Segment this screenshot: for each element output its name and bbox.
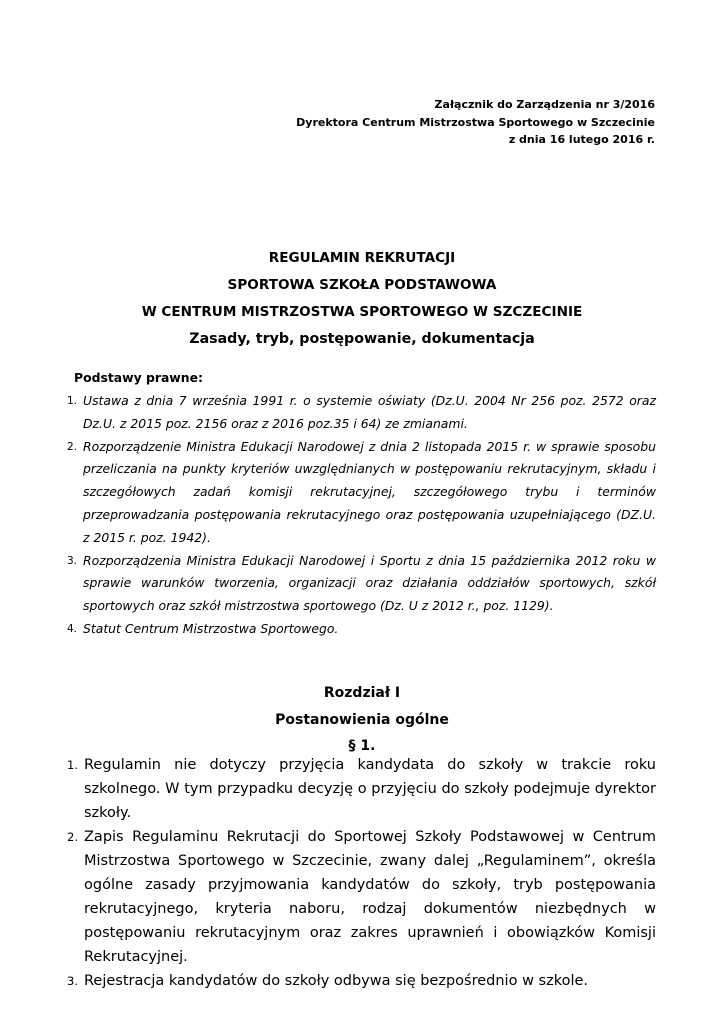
item-number: 3. xyxy=(67,974,78,988)
annex-note xyxy=(296,96,655,149)
item-text: Statut Centrum Mistrzostwa Sportowego. xyxy=(83,620,339,636)
chapter-name: Postanowienia ogólne xyxy=(275,711,449,728)
item-number: 2. xyxy=(67,440,78,453)
item-text: Zapis Regulaminu Rekrutacji do Sportowej Szkoły Podstawowej w Centrum Mistrzostwa Sportowego w Szczecinie, zwany dalej „Regulaminem”, określa ogólne zasady przyjmowania kandydatów do szkoły, tryb postępowania rekrutacyjnego, kryteria naboru, rodzaj dokumentów niezbędnych w postępowaniu rekrutacyjnym oraz zakres uprawnień i obowiązków Komisji Rekrutacyjnej. xyxy=(84,829,656,965)
title-line-3: W CENTRUM MISTRZOSTWA SPORTOWEGO W SZCZECINIE xyxy=(141,304,583,320)
legal-basis-heading: Podstawy prawne: xyxy=(74,370,203,385)
chapter-number: Rozdział I xyxy=(323,685,401,701)
item-number: 2. xyxy=(67,830,78,844)
item-number: 1. xyxy=(67,395,78,407)
item-number: 3. xyxy=(67,554,78,567)
chapter-heading xyxy=(0,680,724,760)
item-number: 1. xyxy=(67,758,78,772)
rule-item xyxy=(67,969,656,993)
legal-basis-item xyxy=(67,618,656,641)
item-text: Ustawa z dnia 7 września 1991 r. o systemie oświaty (Dz.U. 2004 Nr 256 poz. 2572 oraz Dz.U. z 2015 poz. 2156 oraz z 2016 poz.35 i 64) ze zmianami. xyxy=(83,393,656,431)
annex-line-1: Załącznik do Zarządzenia nr 3/2016 xyxy=(434,98,655,111)
item-text: Regulamin nie dotyczy przyjęcia kandydata do szkoły w trakcie roku szkolnego. W tym przypadku decyzję o przyjęciu do szkoły podejmuje dyrektor szkoły. xyxy=(84,757,656,821)
legal-basis-item xyxy=(67,390,656,436)
section-number: § 1. xyxy=(348,738,376,754)
item-text: Rejestracja kandydatów do szkoły odbywa się bezpośrednio w szkole. xyxy=(84,973,589,989)
legal-basis-item xyxy=(67,550,656,618)
title-subtitle: Zasady, tryb, postępowanie, dokumentacja xyxy=(189,331,535,347)
title-line-2: SPORTOWA SZKOŁA PODSTAWOWA xyxy=(227,277,497,293)
annex-line-2: Dyrektora Centrum Mistrzostwa Sportowego w Szczecinie xyxy=(296,115,655,129)
legal-basis-item xyxy=(67,436,656,550)
rules-list xyxy=(67,753,656,993)
legal-basis-list xyxy=(67,390,656,641)
item-text: Rozporządzenie Ministra Edukacji Narodowej z dnia 2 listopada 2015 r. w sprawie sposobu przeliczania na punkty kryteriów uwzględnianych w postępowaniu rekrutacyjnym, składu i szczegółowych zadań komisji rekrutacyjnej, szczegółowego trybu i terminów przeprowadzania postępowania rekrutacyjnego oraz postępowania uzupełniającego (DZ.U. z 2015 r. poz. 1942). xyxy=(83,438,656,545)
title-line-1: REGULAMIN REKRUTACJI xyxy=(268,250,456,266)
item-text: Rozporządzenia Ministra Edukacji Narodowej i Sportu z dnia 15 października 2012 roku w sprawie warunków tworzenia, organizacji oraz działania oddziałów sportowych, szkół sportowych oraz szkół mistrzostwa sportowego (Dz. U z 2012 r., poz. 1129). xyxy=(83,552,656,614)
item-number: 4. xyxy=(67,622,78,635)
rule-item xyxy=(67,753,656,825)
document-title xyxy=(0,245,724,353)
rule-item xyxy=(67,825,656,969)
annex-line-3: z dnia 16 lutego 2016 r. xyxy=(508,133,655,146)
